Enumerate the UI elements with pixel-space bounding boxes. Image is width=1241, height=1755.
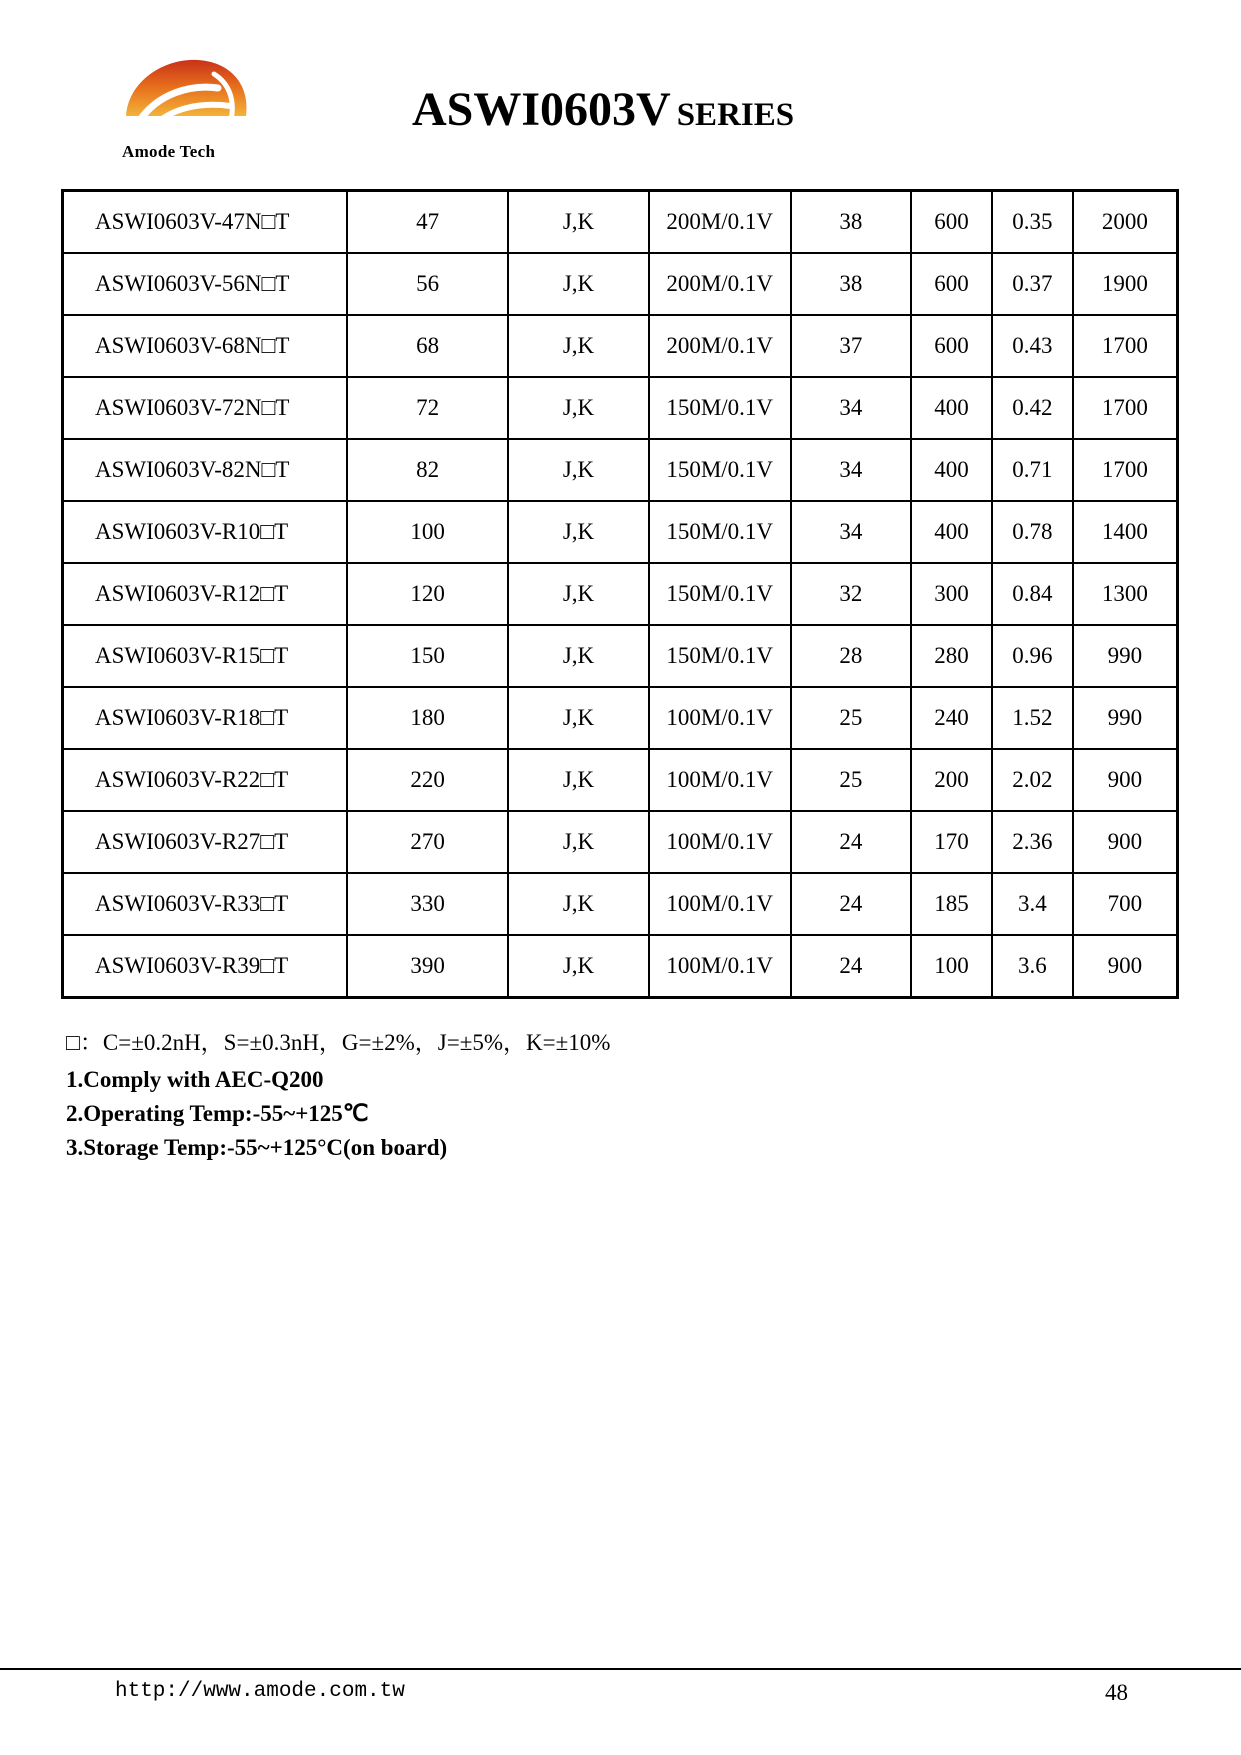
- table-cell: 330: [347, 873, 508, 935]
- table-cell: 150M/0.1V: [649, 439, 791, 501]
- table-cell: 0.78: [992, 501, 1073, 563]
- table-cell: 600: [911, 315, 992, 377]
- table-cell: J,K: [508, 811, 648, 873]
- note-item: 3.Storage Temp:-55~+125°C(on board): [66, 1135, 448, 1160]
- table-cell: 0.37: [992, 253, 1073, 315]
- table-cell: 900: [1073, 811, 1178, 873]
- part-number-cell: ASWI0603V-56N□T: [63, 253, 347, 315]
- table-cell: J,K: [508, 625, 648, 687]
- table-cell: 600: [911, 191, 992, 254]
- table-cell: 900: [1073, 935, 1178, 998]
- table-cell: 24: [791, 811, 912, 873]
- part-number-cell: ASWI0603V-47N□T: [63, 191, 347, 254]
- table-cell: 200M/0.1V: [649, 191, 791, 254]
- table-cell: 280: [911, 625, 992, 687]
- table-cell: 185: [911, 873, 992, 935]
- logo-text: Amode Tech: [122, 142, 216, 161]
- spec-table: [61, 189, 1179, 999]
- table-cell: 170: [911, 811, 992, 873]
- table-cell: 600: [911, 253, 992, 315]
- table-cell: 150: [347, 625, 508, 687]
- table-cell: 150M/0.1V: [649, 501, 791, 563]
- table-cell: 1700: [1073, 439, 1178, 501]
- table-row: [63, 625, 1178, 687]
- footer-url: http://www.amode.com.tw: [115, 1680, 405, 1703]
- part-number-cell: ASWI0603V-68N□T: [63, 315, 347, 377]
- table-row: [63, 811, 1178, 873]
- table-cell: 0.71: [992, 439, 1073, 501]
- table-cell: 25: [791, 687, 912, 749]
- table-cell: 200M/0.1V: [649, 253, 791, 315]
- part-number-cell: ASWI0603V-82N□T: [63, 439, 347, 501]
- table-cell: 34: [791, 501, 912, 563]
- table-cell: 200: [911, 749, 992, 811]
- table-cell: 28: [791, 625, 912, 687]
- table-cell: 1400: [1073, 501, 1178, 563]
- table-row: [63, 935, 1178, 998]
- table-cell: 2.36: [992, 811, 1073, 873]
- table-cell: 150M/0.1V: [649, 563, 791, 625]
- table-cell: 100M/0.1V: [649, 873, 791, 935]
- table-cell: 0.35: [992, 191, 1073, 254]
- table-cell: J,K: [508, 253, 648, 315]
- table-cell: 24: [791, 873, 912, 935]
- table-cell: 390: [347, 935, 508, 998]
- part-number-cell: ASWI0603V-72N□T: [63, 377, 347, 439]
- table-cell: 56: [347, 253, 508, 315]
- table-cell: 0.43: [992, 315, 1073, 377]
- table-cell: 270: [347, 811, 508, 873]
- table-row: [63, 191, 1178, 254]
- table-row: [63, 501, 1178, 563]
- table-row: [63, 687, 1178, 749]
- table-cell: 100: [347, 501, 508, 563]
- note-item: 2.Operating Temp:-55~+125℃: [66, 1101, 369, 1126]
- part-number-cell: ASWI0603V-R39□T: [63, 935, 347, 998]
- table-cell: 120: [347, 563, 508, 625]
- company-logo: [118, 54, 258, 164]
- table-cell: 3.6: [992, 935, 1073, 998]
- table-cell: 150M/0.1V: [649, 377, 791, 439]
- table-cell: 0.42: [992, 377, 1073, 439]
- part-number-cell: ASWI0603V-R12□T: [63, 563, 347, 625]
- table-cell: J,K: [508, 439, 648, 501]
- table-cell: 400: [911, 377, 992, 439]
- table-cell: 180: [347, 687, 508, 749]
- table-row: [63, 873, 1178, 935]
- table-cell: 100M/0.1V: [649, 749, 791, 811]
- note-item: 1.Comply with AEC-Q200: [66, 1067, 324, 1092]
- table-cell: 400: [911, 439, 992, 501]
- table-cell: 32: [791, 563, 912, 625]
- part-number-cell: ASWI0603V-R33□T: [63, 873, 347, 935]
- table-cell: 2000: [1073, 191, 1178, 254]
- table-row: [63, 377, 1178, 439]
- table-cell: 700: [1073, 873, 1178, 935]
- table-cell: 150M/0.1V: [649, 625, 791, 687]
- tolerance-legend: □：C=±0.2nH，S=±0.3nH，G=±2%，J=±5%，K=±10%: [66, 1030, 611, 1055]
- table-cell: 47: [347, 191, 508, 254]
- table-row: [63, 315, 1178, 377]
- table-cell: 240: [911, 687, 992, 749]
- table-cell: J,K: [508, 935, 648, 998]
- part-number-cell: ASWI0603V-R15□T: [63, 625, 347, 687]
- table-cell: 990: [1073, 687, 1178, 749]
- table-cell: 100M/0.1V: [649, 811, 791, 873]
- table-cell: 100M/0.1V: [649, 687, 791, 749]
- part-number-cell: ASWI0603V-R27□T: [63, 811, 347, 873]
- table-cell: J,K: [508, 749, 648, 811]
- table-cell: J,K: [508, 873, 648, 935]
- table-cell: 0.96: [992, 625, 1073, 687]
- part-number-cell: ASWI0603V-R22□T: [63, 749, 347, 811]
- series-name: ASWI0603V: [412, 83, 671, 136]
- table-row: [63, 439, 1178, 501]
- table-cell: 300: [911, 563, 992, 625]
- table-cell: 1300: [1073, 563, 1178, 625]
- table-cell: 24: [791, 935, 912, 998]
- notes-section: [66, 1024, 610, 1165]
- table-cell: J,K: [508, 687, 648, 749]
- table-cell: J,K: [508, 501, 648, 563]
- table-cell: 400: [911, 501, 992, 563]
- table-cell: 100: [911, 935, 992, 998]
- table-cell: 900: [1073, 749, 1178, 811]
- table-cell: 68: [347, 315, 508, 377]
- table-cell: 2.02: [992, 749, 1073, 811]
- table-cell: J,K: [508, 315, 648, 377]
- table-cell: J,K: [508, 377, 648, 439]
- table-cell: 34: [791, 439, 912, 501]
- table-cell: 1700: [1073, 315, 1178, 377]
- table-cell: 38: [791, 191, 912, 254]
- table-cell: 1700: [1073, 377, 1178, 439]
- table-cell: 3.4: [992, 873, 1073, 935]
- table-cell: 990: [1073, 625, 1178, 687]
- table-cell: 100M/0.1V: [649, 935, 791, 998]
- table-cell: 200M/0.1V: [649, 315, 791, 377]
- table-cell: J,K: [508, 191, 648, 254]
- table-cell: 1.52: [992, 687, 1073, 749]
- table-cell: 0.84: [992, 563, 1073, 625]
- table-cell: 72: [347, 377, 508, 439]
- logo-sun-icon: [118, 54, 258, 149]
- table-row: [63, 253, 1178, 315]
- table-cell: 220: [347, 749, 508, 811]
- table-cell: 38: [791, 253, 912, 315]
- table-cell: 37: [791, 315, 912, 377]
- table-cell: 25: [791, 749, 912, 811]
- part-number-cell: ASWI0603V-R18□T: [63, 687, 347, 749]
- page-number: 48: [1105, 1680, 1128, 1705]
- table-cell: 1900: [1073, 253, 1178, 315]
- table-cell: 34: [791, 377, 912, 439]
- footer-divider: [0, 1668, 1241, 1670]
- table-row: [63, 563, 1178, 625]
- table-cell: J,K: [508, 563, 648, 625]
- page-title: [412, 82, 794, 137]
- table-row: [63, 749, 1178, 811]
- part-number-cell: ASWI0603V-R10□T: [63, 501, 347, 563]
- table-cell: 82: [347, 439, 508, 501]
- series-suffix: SERIES: [676, 97, 795, 133]
